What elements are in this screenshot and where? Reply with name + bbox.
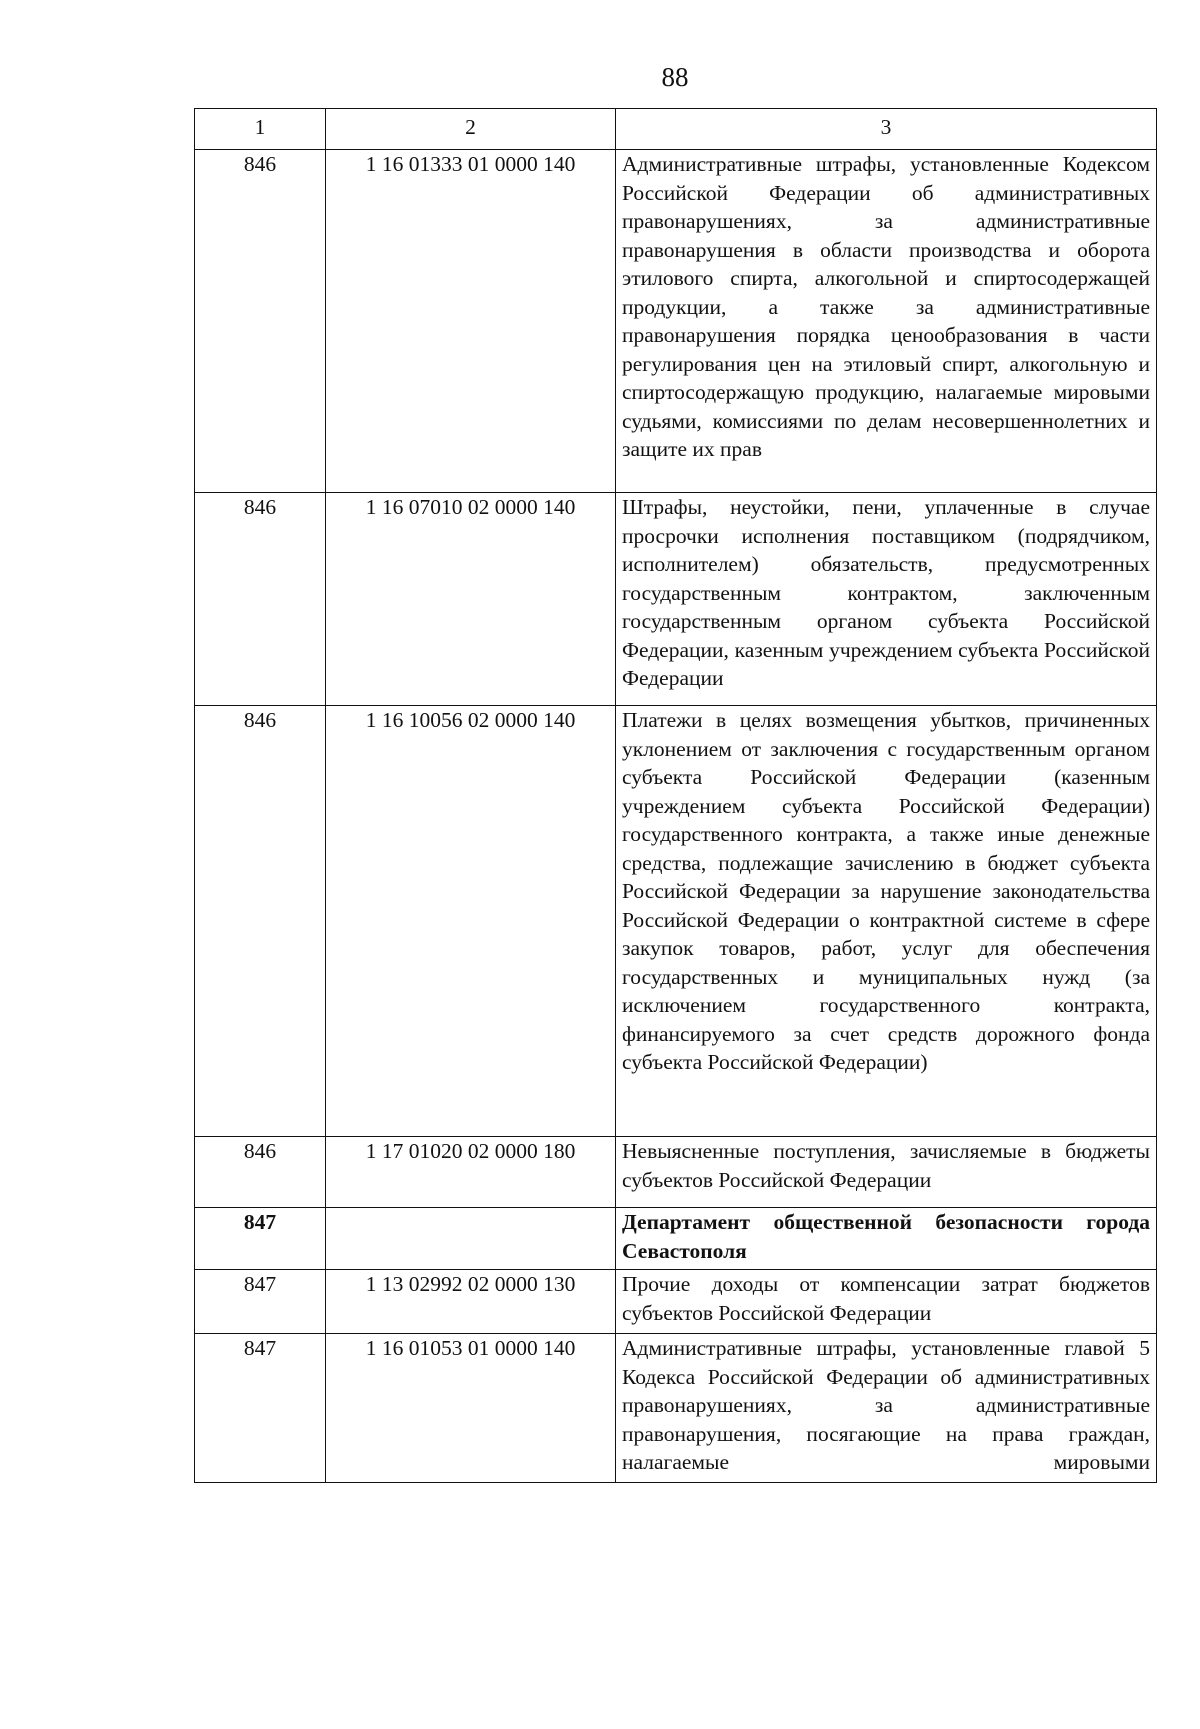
budget-code-cell: 1 16 01053 01 0000 140 (326, 1334, 616, 1483)
table-row (195, 493, 1157, 706)
table-row (195, 1270, 1157, 1334)
income-name-cell: Прочие доходы от компенсации затрат бюджетов субъектов Российской Федерации (616, 1270, 1157, 1334)
page-number: 88 (661, 62, 689, 92)
budget-code-cell: 1 16 10056 02 0000 140 (326, 706, 616, 1137)
admin-code-cell: 846 (195, 706, 326, 1137)
table-row (195, 1137, 1157, 1208)
income-name-cell: Административные штрафы, установленные главой 5 Кодекса Российской Федерации об административных правонарушениях, за административные правонарушения, посягающие на права граждан, налагаемые мировыми (616, 1334, 1157, 1483)
budget-code-cell: 1 17 01020 02 0000 180 (326, 1137, 616, 1208)
table-row (195, 706, 1157, 1137)
admin-code-cell: 847 (195, 1270, 326, 1334)
admin-code-cell: 846 (195, 150, 326, 493)
column-header-2: 2 (326, 109, 616, 150)
admin-code-cell: 847 (195, 1208, 326, 1270)
admin-code-cell: 846 (195, 1137, 326, 1208)
income-name-cell: Платежи в целях возмещения убытков, причиненных уклонением от заключения с государственным органом субъекта Российской Федерации (казенным учреждением субъекта Российской Федерации) государственного контракта, а также иные денежные средства, подлежащие зачислению в бюджет субъекта Российской Федерации за нарушение законодательства Российской Федерации о контрактной системе в сфере закупок товаров, работ, услуг для обеспечения государственных и муниципальных нужд (за исключением государственного контракта, финансируемого за счет средств дорожного фонда субъекта Российской Федерации) (616, 706, 1157, 1137)
admin-code-cell: 847 (195, 1334, 326, 1483)
budget-classification-table (194, 108, 1157, 1483)
column-header-1: 1 (195, 109, 326, 150)
department-name-cell: Департамент общественной безопасности города Севастополя (616, 1208, 1157, 1270)
admin-code-cell: 846 (195, 493, 326, 706)
table-row (195, 150, 1157, 493)
budget-code-cell: 1 16 07010 02 0000 140 (326, 493, 616, 706)
budget-code-cell: 1 16 01333 01 0000 140 (326, 150, 616, 493)
table-header-row (195, 109, 1157, 150)
column-header-3: 3 (616, 109, 1157, 150)
income-name-cell: Невыясненные поступления, зачисляемые в бюджеты субъектов Российской Федерации (616, 1137, 1157, 1208)
table-row (195, 1334, 1157, 1483)
income-name-cell: Штрафы, неустойки, пени, уплаченные в случае просрочки исполнения поставщиком (подрядчиком, исполнителем) обязательств, предусмотренных государственным контрактом, заключенным государственным органом субъекта Российской Федерации, казенным учреждением субъекта Российской Федерации (616, 493, 1157, 706)
budget-code-cell: 1 13 02992 02 0000 130 (326, 1270, 616, 1334)
income-name-cell: Административные штрафы, установленные Кодексом Российской Федерации об административных правонарушениях, за административные правонарушения в области производства и оборота этилового спирта, алкогольной и спиртосодержащей продукции, а также за административные правонарушения порядка ценообразования в части регулирования цен на этиловый спирт, алкогольную и спиртосодержащую продукцию, налагаемые мировыми судьями, комиссиями по делам несовершеннолетних и защите их прав (616, 150, 1157, 493)
budget-code-cell (326, 1208, 616, 1270)
department-heading-row (195, 1208, 1157, 1270)
